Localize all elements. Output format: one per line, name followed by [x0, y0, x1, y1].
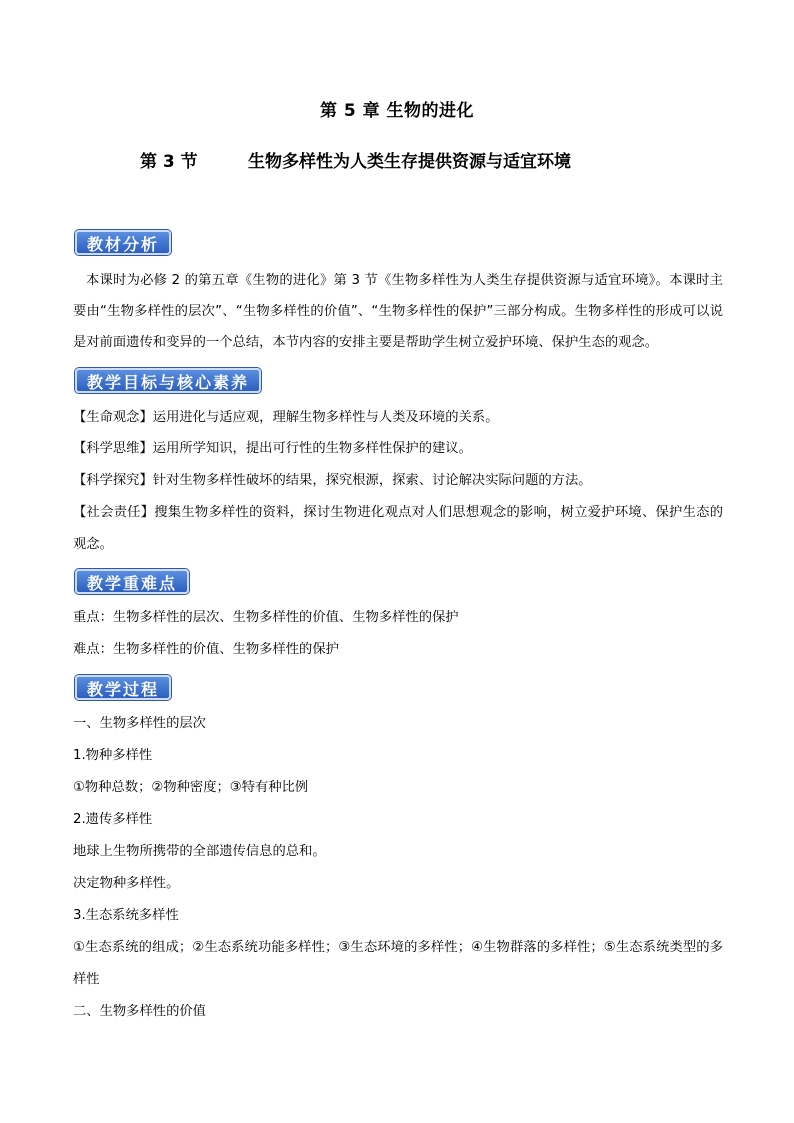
badge-teaching-process: 教学过程: [75, 675, 171, 700]
badge-key-points: 教学重难点: [75, 569, 189, 594]
chapter-title: 第 5 章 生物的进化: [319, 101, 475, 121]
heading-diversity-levels: 一、生物多样性的层次: [73, 716, 206, 731]
genetic-diversity-body-2: 决定物种多样性。: [73, 876, 180, 891]
goal-scientific-inquiry: 【科学探究】针对生物多样性破坏的结果，探究根源，探索、讨论解决实际问题的方法。: [73, 473, 592, 488]
genetic-diversity-body-1: 地球上生物所携带的全部遗传信息的总和。: [73, 844, 326, 859]
section-name: 生物多样性为人类生存提供资源与适宜环境: [248, 152, 571, 172]
key-point-important: 重点：生物多样性的层次、生物多样性的价值、生物多样性的保护: [73, 610, 459, 625]
heading-diversity-value: 二、生物多样性的价值: [73, 1004, 206, 1019]
subheading-species-diversity: 1.物种多样性: [73, 748, 153, 763]
section-title: [140, 147, 571, 172]
section-number: 第 3 节: [140, 152, 198, 172]
badge-teaching-goals: 教学目标与核心素养: [75, 368, 261, 393]
goal-life-concept: 【生命观念】运用进化与适应观，理解生物多样性与人类及环境的关系。: [73, 410, 499, 425]
ecosystem-diversity-body: ①生态系统的组成；②生态系统功能多样性；③生态环境的多样性；④生物群落的多样性；⑤生态系统类型的多样性: [73, 940, 723, 987]
badge-textbook-analysis: 教材分析: [75, 230, 171, 255]
goal-scientific-thinking: 【科学思维】运用所学知识，提出可行性的生物多样性保护的建议。: [73, 441, 472, 456]
subheading-ecosystem-diversity: 3.生态系统多样性: [73, 908, 179, 923]
analysis-paragraph: 本课时为必修 2 的第五章《生物的进化》第 3 节《生物多样性为人类生存提供资源与适宜环境》。本课时主要由“生物多样性的层次”、“生物多样性的价值”、“生物多样性的保护”三部分构成。生物多样性的形成可以说是对前面遗传和变异的一个总结，本节内容的安排主要是帮助学生树立爱护环境、保护生态的观念。: [73, 273, 723, 350]
species-diversity-body: ①物种总数；②物种密度；③特有种比例: [73, 780, 309, 795]
goal-social-responsibility: 【社会责任】搜集生物多样性的资料，探讨生物进化观点对人们思想观念的影响，树立爱护环境、保护生态的观念。: [73, 505, 723, 552]
subheading-genetic-diversity: 2.遗传多样性: [73, 812, 153, 827]
key-point-difficult: 难点：生物多样性的价值、生物多样性的保护: [73, 642, 339, 657]
